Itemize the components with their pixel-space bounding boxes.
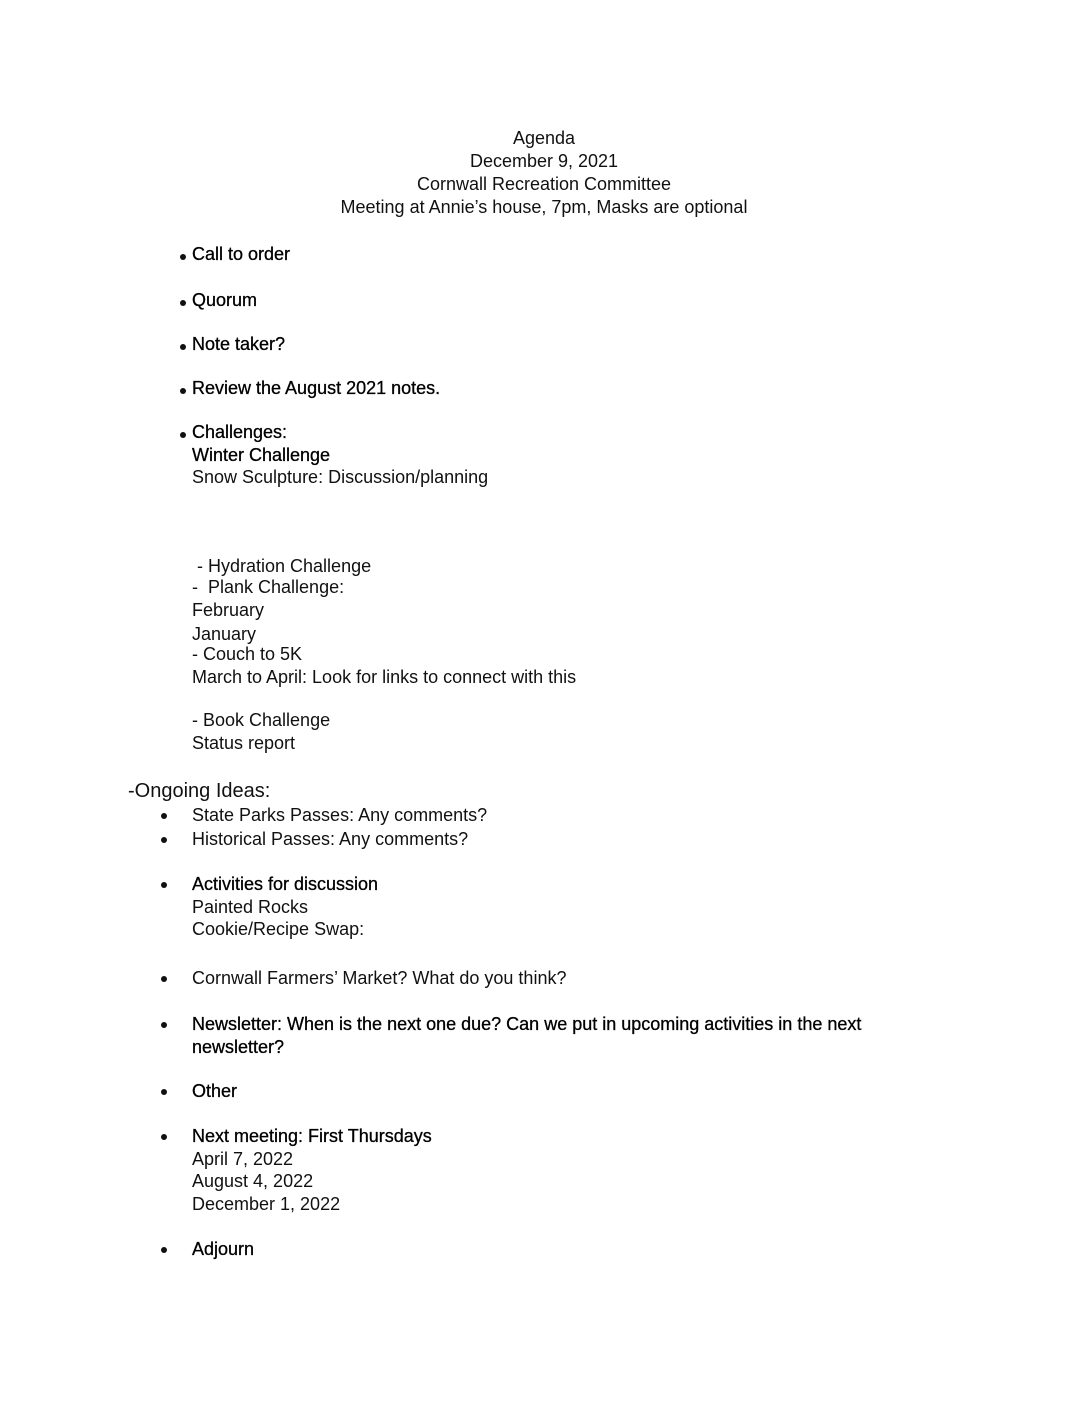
agenda-item-quorum: Quorum <box>192 290 258 310</box>
bullet-icon <box>180 432 186 438</box>
farmers-market: Cornwall Farmers’ Market? What do you think? <box>192 968 567 988</box>
painted-rocks: Painted Rocks <box>192 896 309 917</box>
challenges-label: Challenges: <box>192 422 288 442</box>
historical-passes: Historical Passes: Any comments? <box>192 829 469 849</box>
winter-challenge: Winter Challenge <box>192 444 331 465</box>
bullet-icon <box>161 976 167 982</box>
bullet-icon <box>161 813 167 819</box>
hydration-challenge: - Hydration Challenge January <box>192 556 372 644</box>
activities-for-discussion: Activities for discussion Painted Rocks Cookie/Recipe Swap: <box>192 874 379 939</box>
agenda-item-challenges <box>192 421 488 489</box>
committee-name: Cornwall Recreation Committee <box>416 174 672 194</box>
bullet-icon <box>180 344 186 350</box>
ongoing-ideas-heading: -Ongoing Ideas: <box>128 780 271 802</box>
agenda-header <box>0 127 1088 219</box>
bullet-icon <box>161 1022 167 1028</box>
next-meeting: Next meeting: First Thursdays April 7, 2022 August 4, 2022 December 1, 2022 <box>192 1126 432 1214</box>
bullet-icon <box>161 1089 167 1095</box>
newsletter: Newsletter: When is the next one due? Can we put in upcoming activities in the next newsletter? <box>192 1014 862 1057</box>
book-challenge: - Book Challenge Status report <box>192 710 331 753</box>
agenda-item-review: Review the August 2021 notes. <box>192 378 441 398</box>
plank-challenge: - Plank Challenge: February <box>192 577 345 620</box>
meeting-date-3: December 1, 2022 <box>192 1193 341 1214</box>
state-parks-passes: State Parks Passes: Any comments? <box>192 805 488 825</box>
meeting-details: Meeting at Annie’s house, 7pm, Masks are optional <box>340 197 748 217</box>
snow-sculpture: Snow Sculpture: Discussion/planning <box>192 467 489 487</box>
cookie-recipe-swap: Cookie/Recipe Swap: <box>192 919 365 939</box>
adjourn: Adjourn <box>192 1239 255 1259</box>
bullet-icon <box>180 388 186 394</box>
bullet-icon <box>180 300 186 306</box>
meeting-date: December 9, 2021 <box>469 151 619 171</box>
bullet-icon <box>180 254 186 260</box>
document-title: Agenda <box>512 128 576 148</box>
bullet-icon <box>161 1134 167 1140</box>
meeting-date-1: April 7, 2022 <box>192 1148 294 1169</box>
meeting-date-2: August 4, 2022 <box>192 1171 314 1191</box>
agenda-item-call-to-order: Call to order <box>192 244 291 264</box>
bullet-icon <box>161 837 167 843</box>
couch-to-5k-challenge: - Couch to 5K March to April: Look for links to connect with this <box>192 644 577 687</box>
agenda-item-note-taker: Note taker? <box>192 334 286 354</box>
bullet-icon <box>161 882 167 888</box>
bullet-icon <box>161 1247 167 1253</box>
other: Other <box>192 1081 238 1101</box>
